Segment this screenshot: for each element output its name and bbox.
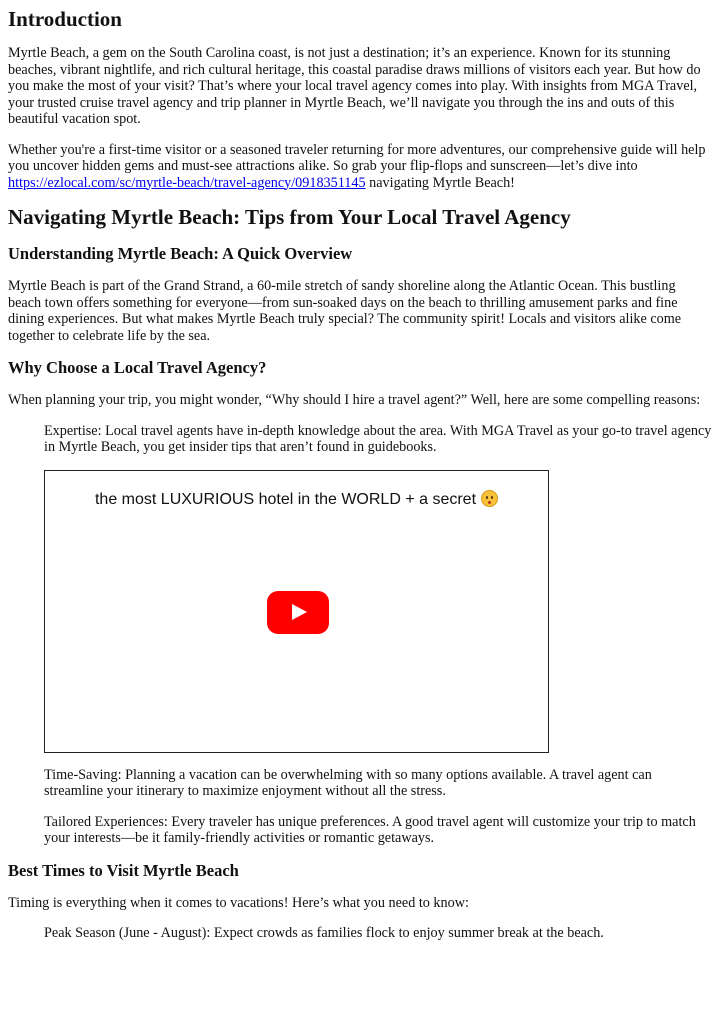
ezlocal-link[interactable]: https://ezlocal.com/sc/myrtle-beach/travel-agency/0918351145 bbox=[8, 174, 366, 191]
intro-paragraph-2-tail: navigating Myrtle Beach! bbox=[365, 174, 515, 191]
video-embed[interactable] bbox=[44, 470, 549, 753]
overview-paragraph: Myrtle Beach is part of the Grand Strand, a 60-mile stretch of sandy shoreline along the Atlantic Ocean. This bustling beach town offers something for everyone—from sun-soaked days on the beach to thrilling amusement parks and fine dining experiences. But what makes Myrtle Beach truly special? The community spirit! Locals and visitors alike come together to celebrate life by the sea. bbox=[8, 278, 682, 344]
intro-paragraph-2-lead: Whether you're a first-time visitor or a seasoned traveler returning for more adventures, our comprehensive guide will help you uncover hidden gems and must-see attractions alike. So grab your flip-flops and sunscreen—let’s dive into bbox=[8, 141, 706, 174]
article bbox=[0, 7, 720, 942]
why-local-heading: Why Choose a Local Travel Agency? bbox=[8, 358, 267, 377]
tailored-item: Tailored Experiences: Every traveler has unique preferences. A good travel agent will customize your trip to match your interests—be it family-friendly activities or romantic getaways. bbox=[44, 813, 696, 846]
best-times-heading: Best Times to Visit Myrtle Beach bbox=[8, 860, 239, 880]
why-local-paragraph: When planning your trip, you might wonder, “Why should I hire a travel agent?” Well, here are some compelling reasons: bbox=[8, 392, 701, 408]
intro-paragraph-1: Myrtle Beach, a gem on the South Carolina coast, is not just a destination; it’s an experience. Known for its stunning beaches, vibrant nightlife, and rich cultural heritage, this coastal paradise draws millions of visitors each year. But how do you make the most of your visit? That’s where your local travel agency comes into play. With insights from MGA Travel, your trusted cruise travel agency and trip planner in Myrtle Beach, we’ll navigate you through the ins and outs of this beautiful vacation spot. bbox=[8, 45, 701, 127]
intro-paragraph-2 bbox=[8, 142, 712, 192]
overview-heading: Understanding Myrtle Beach: A Quick Overview bbox=[8, 244, 353, 263]
expertise-item: Expertise: Local travel agents have in-depth knowledge about the area. With MGA Travel as your go-to travel agency in Myrtle Beach, you get insider tips that aren’t found in guidebooks. bbox=[44, 422, 712, 455]
navigating-heading: Navigating Myrtle Beach: Tips from Your Local Travel Agency bbox=[8, 205, 571, 229]
time-saving-item: Time-Saving: Planning a vacation can be overwhelming with so many options available. A travel agent can streamline your itinerary to maximize enjoyment without all the stress. bbox=[44, 766, 652, 799]
best-times-paragraph: Timing is everything when it comes to vacations! Here’s what you need to know: bbox=[8, 894, 469, 911]
intro-heading: Introduction bbox=[8, 7, 122, 31]
peak-season-item: Peak Season (June - August): Expect crowds as families flock to enjoy summer break at the beach. bbox=[44, 925, 604, 941]
youtube-play-icon[interactable] bbox=[267, 591, 329, 634]
video-title[interactable] bbox=[45, 490, 548, 510]
video-title-text: the most LUXURIOUS hotel in the WORLD + a secret bbox=[94, 490, 477, 508]
kissing-face-emoji-icon bbox=[481, 490, 498, 507]
